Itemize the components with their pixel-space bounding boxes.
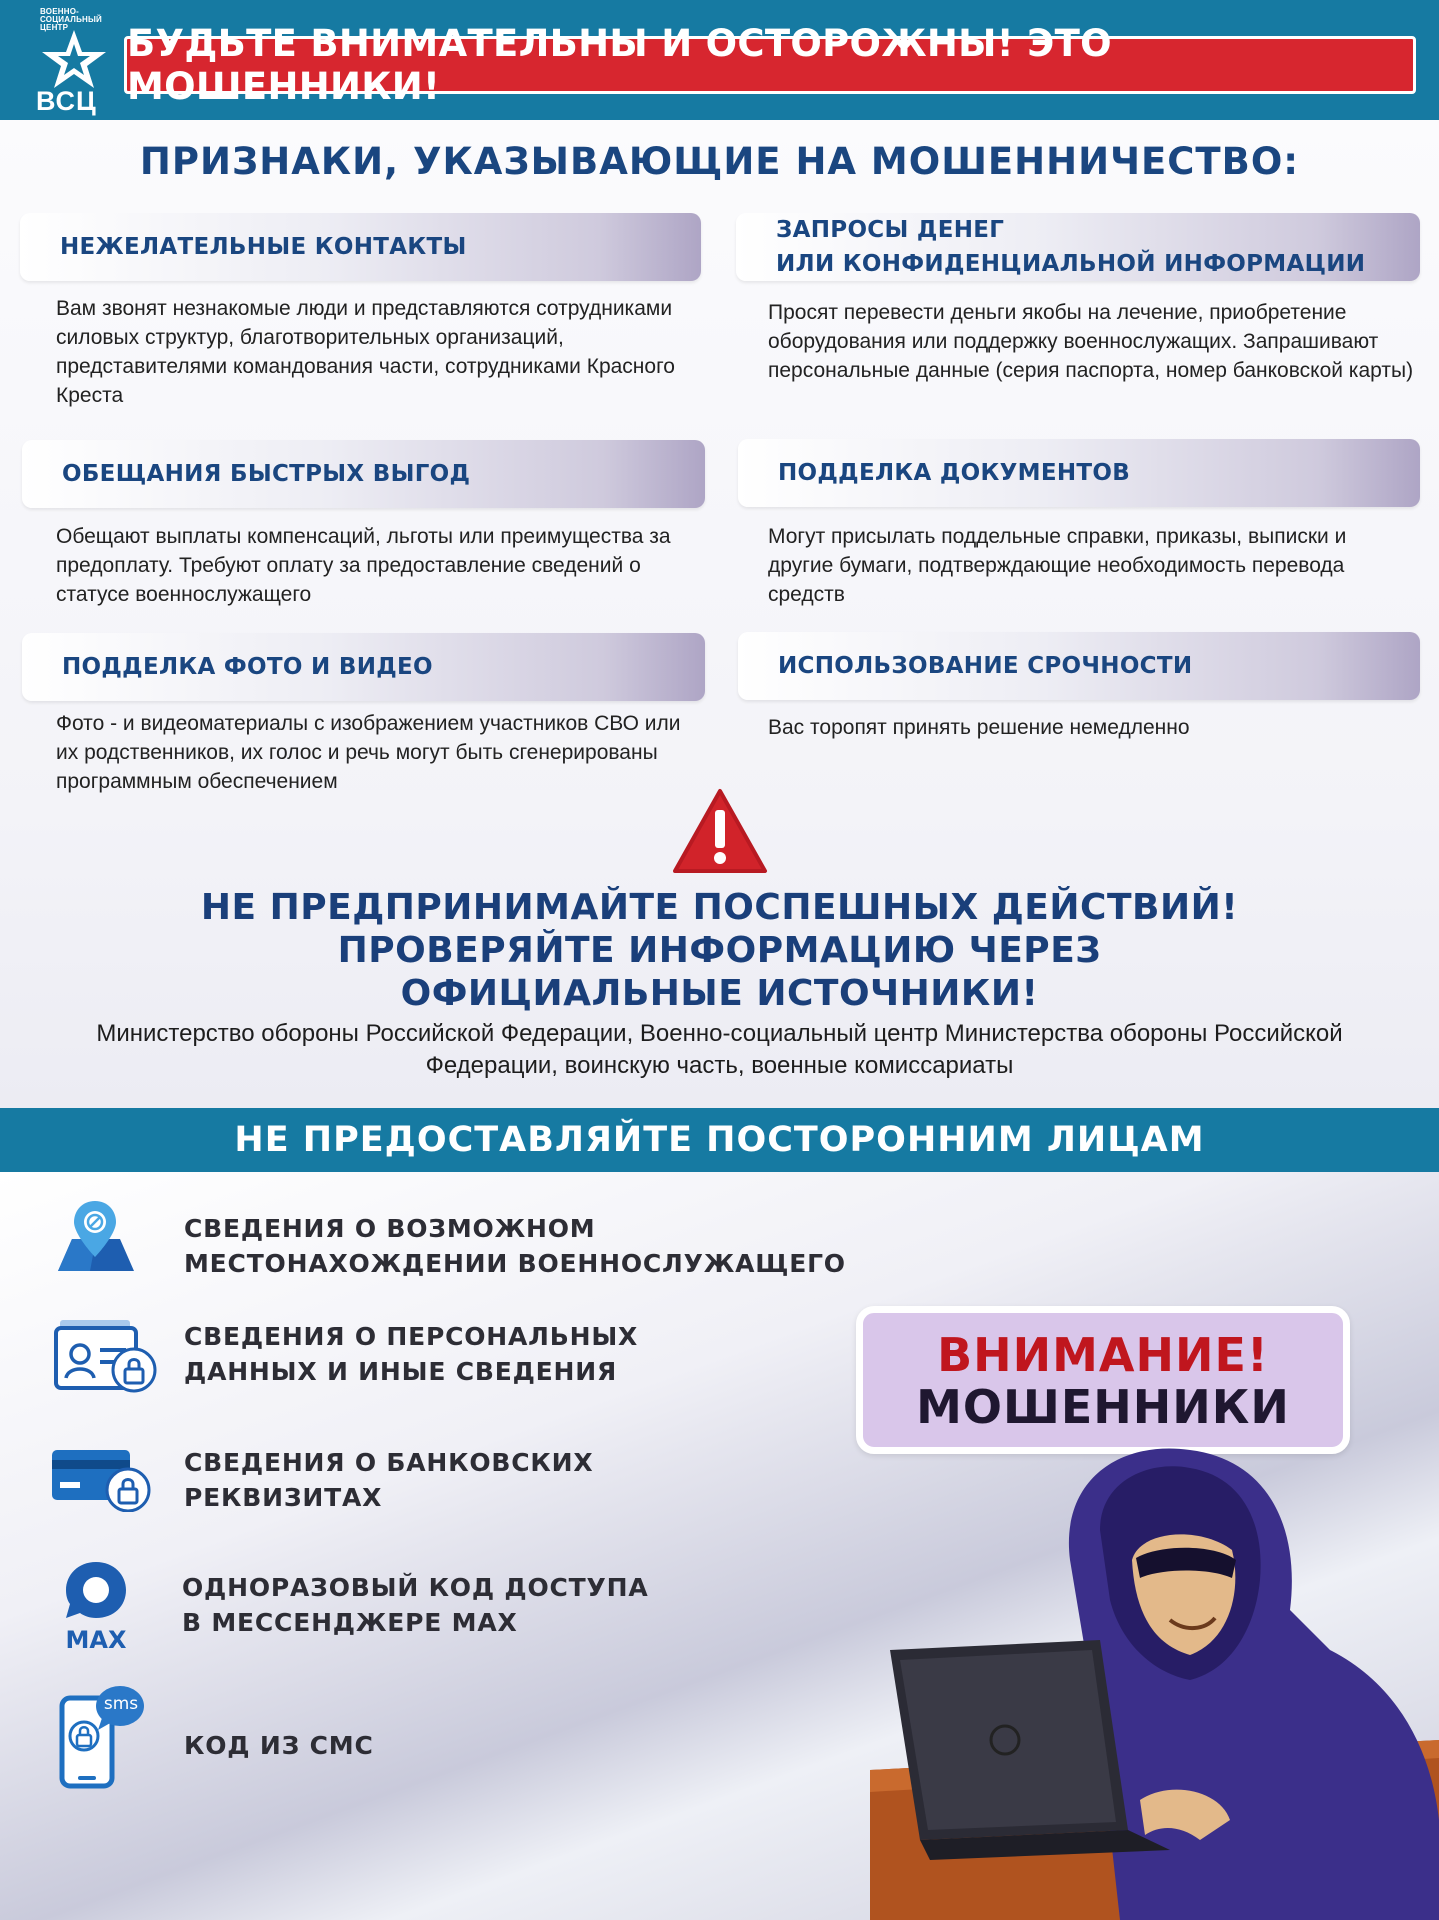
item-bank-details-line2: РЕКВИЗИТАХ [184,1483,383,1512]
max-messenger-icon [56,1558,136,1654]
attention-box [856,1306,1350,1454]
logo-text: ВСЦ [36,86,97,116]
header-bar [0,0,1439,120]
call-line-1: НЕ ПРЕДПРИНИМАЙТЕ ПОСПЕШНЫХ ДЕЙСТВИЙ! [200,887,1239,928]
signs-title: ПРИЗНАКИ, УКАЗЫВАЮЩИЕ НА МОШЕННИЧЕСТВО: [139,140,1300,183]
item-personal-data-line2: ДАННЫХ И ИНЫЕ СВЕДЕНИЯ [184,1357,618,1386]
do-not-share-band: НЕ ПРЕДОСТАВЛЯЙТЕ ПОСТОРОННИМ ЛИЦАМ [0,1108,1439,1172]
sms-phone-icon [56,1684,146,1790]
call-line-3: ОФИЦИАЛЬНЫЕ ИСТОЧНИКИ! [400,973,1039,1014]
card-text-fake-media: Фото - и видеоматериалы с изображением участников СВО или их родственников, их голос и речь могут быть сгенерированы программным обеспечением [56,712,681,793]
item-sms-code [184,1728,374,1763]
card-title-money-requests [736,213,1420,281]
item-one-time-code [182,1570,648,1640]
item-location-line1: СВЕДЕНИЯ О ВОЗМОЖНОМ [184,1214,596,1243]
attention-line1: ВНИМАНИЕ! [937,1328,1269,1382]
item-personal-data [184,1319,638,1389]
card-text-quick-benefits: Обещают выплаты компенсаций, льготы или преимущества за предоплату. Требуют оплату за предоставление сведений о статусе военнослужащего [56,525,671,606]
card-title-unwanted-contacts: НЕЖЕЛАТЕЛЬНЫЕ КОНТАКТЫ [20,213,701,281]
max-label: MAX [65,1626,127,1654]
item-personal-data-line1: СВЕДЕНИЯ О ПЕРСОНАЛЬНЫХ [184,1322,639,1351]
bank-card-lock-icon [50,1446,154,1512]
max-bubble-icon [56,1558,136,1622]
logo-caption: ВОЕННО-СОЦИАЛЬНЫЙ ЦЕНТР [40,7,102,32]
call-to-action [0,886,1439,1015]
item-location [184,1211,846,1281]
item-sms-code-line1: КОД ИЗ СМС [184,1731,374,1760]
card-title-fake-documents: ПОДДЕЛКА ДОКУМЕНТОВ [738,439,1420,507]
card-title-money-requests-line1: ЗАПРОСЫ ДЕНЕГ [776,217,1005,243]
sms-label: sms [103,1694,139,1714]
card-title-quick-benefits: ОБЕЩАНИЯ БЫСТРЫХ ВЫГОД [22,440,705,508]
item-one-time-code-line2: В МЕССЕНДЖЕРЕ MAX [182,1608,518,1637]
card-title-fake-media: ПОДДЕЛКА ФОТО И ВИДЕО [22,633,705,701]
official-sources-text: Министерство обороны Российской Федерации, Военно-социальный центр Министерства обороны Российской Федерации, воинскую часть, военные комиссариаты [96,1020,1343,1079]
card-text-fake-documents: Могут присылать поддельные справки, приказы, выписки и другие бумаги, подтверждающие необходимость перевода средств [768,525,1347,606]
card-text-money-requests: Просят перевести деньги якобы на лечение, приобретение оборудования или поддержку военнослужащих. Запрашивают персональные данные (серия паспорта, номер банковской карты) [768,301,1414,382]
card-title-money-requests-line2: ИЛИ КОНФИДЕНЦИАЛЬНОЙ ИНФОРМАЦИИ [776,251,1366,277]
item-bank-details [184,1445,593,1515]
warning-banner: БУДЬТЕ ВНИМАТЕЛЬНЫ И ОСТОРОЖНЫ! ЭТО МОШЕННИКИ! [124,36,1416,94]
item-location-line2: МЕСТОНАХОЖДЕНИИ ВОЕННОСЛУЖАЩЕГО [184,1249,846,1278]
personal-data-folder-icon [54,1318,160,1394]
warning-triangle-icon [672,788,768,874]
item-one-time-code-line1: ОДНОРАЗОВЫЙ КОД ДОСТУПА [182,1573,649,1602]
card-text-urgency: Вас торопят принять решение немедленно [768,716,1190,739]
card-title-urgency: ИСПОЛЬЗОВАНИЕ СРОЧНОСТИ [738,632,1420,700]
location-pin-icon [50,1195,140,1275]
card-text-unwanted-contacts: Вам звонят незнакомые люди и представляются сотрудниками силовых структур, благотворительных организаций, представителями командования части, сотрудниками Красного Креста [56,297,675,407]
attention-line2: МОШЕННИКИ [916,1380,1290,1434]
hooded-hacker-illustration [870,1440,1439,1920]
call-line-2: ПРОВЕРЯЙТЕ ИНФОРМАЦИЮ ЧЕРЕЗ [337,930,1102,971]
item-bank-details-line1: СВЕДЕНИЯ О БАНКОВСКИХ [184,1448,594,1477]
